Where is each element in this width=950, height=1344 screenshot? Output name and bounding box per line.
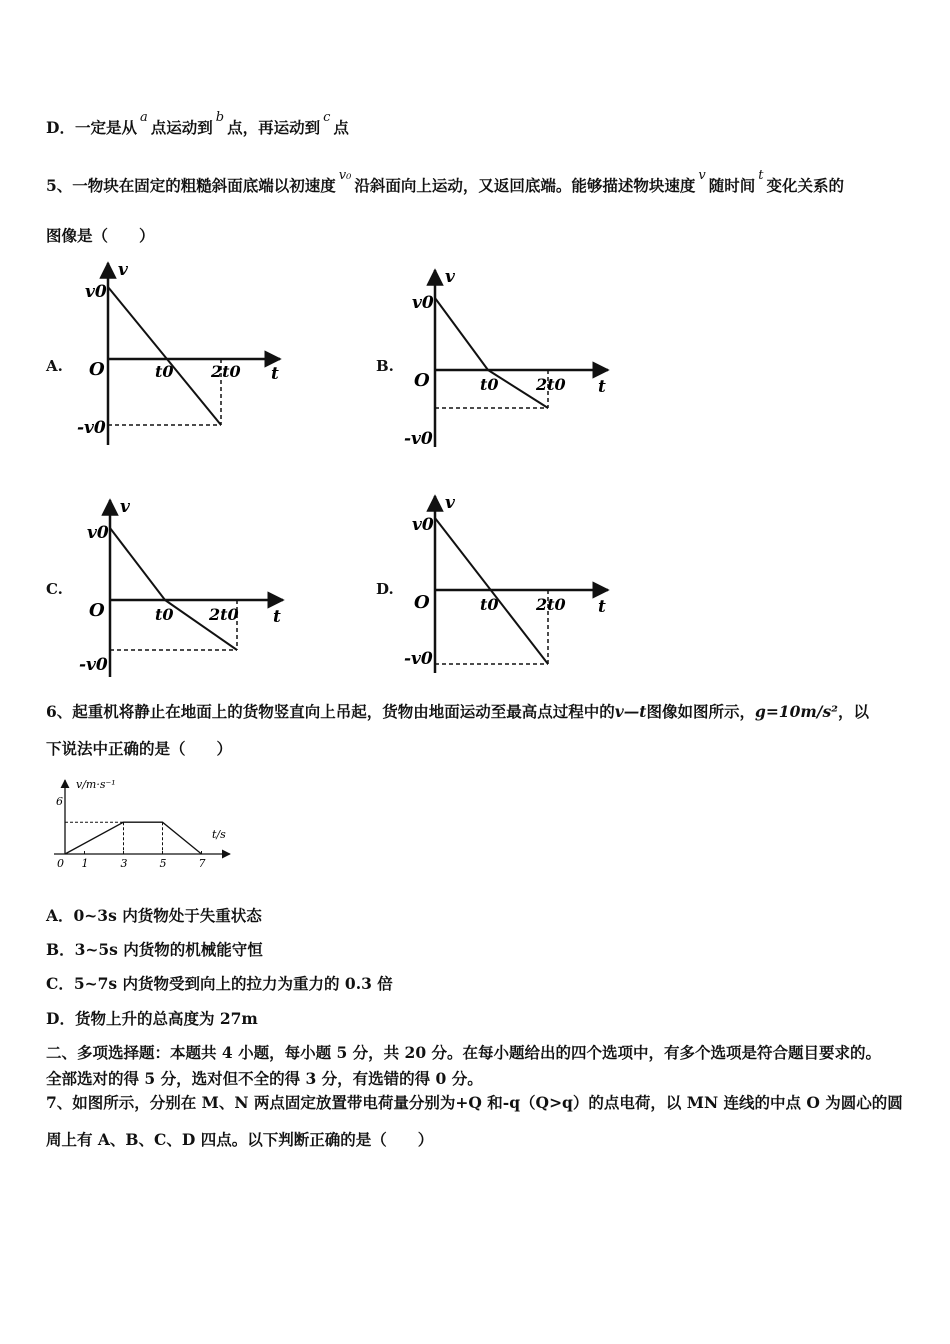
q6-xtick-3: 3 <box>120 857 128 870</box>
q5-var-v: v <box>698 168 706 183</box>
q6-xlabel: t/s <box>212 828 226 841</box>
graph-b-v0-label: v0 <box>412 293 434 313</box>
q6-xtick-1: 1 <box>81 857 89 870</box>
graph-c-t-label: t <box>273 607 281 627</box>
section2-line1: 二、多项选择题：本题共 4 小题，每小题 5 分，共 20 分。在每小题给出的四个选项中，有多个选项是符合题目要求的。 <box>46 1043 882 1062</box>
graph-d-v-label: v <box>445 493 455 513</box>
graph-b-v-label: v <box>445 267 455 287</box>
graph-c-line-up <box>110 528 165 600</box>
q5-text-3: 随时间 <box>708 176 756 195</box>
q6-text-2: 图像如图所示， <box>646 702 755 721</box>
graph-a-line <box>108 287 221 425</box>
graph-c-o-label: O <box>89 600 105 621</box>
q6-ytick: 6 <box>56 795 63 808</box>
q6-stem-line2: 下说法中正确的是（ ） <box>46 739 233 758</box>
graph-d-t-label: t <box>598 597 606 617</box>
graph-b-negv0-label: -v0 <box>404 429 433 449</box>
q4-d-text-1: D．一定是从 <box>46 118 137 137</box>
graph-c-v-label: v <box>120 497 130 517</box>
q6-text-3: ，以 <box>837 702 869 721</box>
q6-ylabel: v/m·s⁻¹ <box>76 778 116 791</box>
q6-option-a: A．0~3s 内货物处于失重状态 <box>46 906 262 925</box>
q5-option-a-label: A. <box>46 357 63 375</box>
q7-stem-line1: 7、如图所示，分别在 M、N 两点固定放置带电荷量分别为+Q 和-q（Q>q）的点电荷，以 MN 连线的中点 O 为圆心的圆 <box>46 1093 903 1112</box>
graph-c-2t0-label: 2t0 <box>209 605 239 624</box>
q6-velocity-line <box>65 822 202 854</box>
q6-text-1: 6、起重机将静止在地面上的货物竖直向上吊起，货物由地面运动至最高点过程中的 <box>46 702 615 721</box>
q5-option-b-label: B. <box>376 357 394 375</box>
q4-d-text-3: 点，再运动到 <box>227 118 321 137</box>
q6-g: g=10m/s² <box>754 702 838 721</box>
graph-c-t0-label: t0 <box>155 605 174 624</box>
graph-a-t-label: t <box>271 364 279 384</box>
q5-graph-c <box>75 492 295 682</box>
graph-d-o-label: O <box>414 592 430 613</box>
graph-a-v0-label: v0 <box>85 282 107 302</box>
q5-option-c-label: C. <box>46 580 63 598</box>
graph-b-2t0-label: 2t0 <box>536 375 566 394</box>
q5-text-4: 变化关系的 <box>766 176 844 195</box>
q4-d-var-c: c <box>323 110 331 125</box>
graph-a-v-label: v <box>118 260 128 280</box>
q5-text-2: 沿斜面向上运动，又返回底端。能够描述物块速度 <box>354 176 696 195</box>
graph-a-o-label: O <box>89 359 105 380</box>
graph-a-negv0-label: -v0 <box>77 418 106 438</box>
q6-stem-line1 <box>46 700 869 722</box>
graph-d-t0-label: t0 <box>480 595 499 614</box>
q6-option-c: C．5~7s 内货物受到向上的拉力为重力的 0.3 倍 <box>46 974 393 993</box>
graph-d-2t0-label: 2t0 <box>536 595 566 614</box>
q6-vt: v—t <box>614 702 647 721</box>
graph-d-v0-label: v0 <box>412 515 434 535</box>
graph-b-line-up <box>435 298 488 370</box>
graph-d-negv0-label: -v0 <box>404 649 433 669</box>
q5-graph-a <box>75 255 295 455</box>
graph-b-o-label: O <box>414 370 430 391</box>
graph-a-t0-label: t0 <box>155 362 174 381</box>
q5-var-t: t <box>758 168 764 183</box>
q6-xtick-0: 0 <box>57 857 64 870</box>
q4-d-var-a: a <box>139 110 148 125</box>
q5-var-v0: v₀ <box>338 168 352 183</box>
q5-stem-line1 <box>46 168 844 196</box>
graph-a-2t0-label: 2t0 <box>211 362 241 381</box>
q4-option-d <box>46 110 349 138</box>
graph-b-t-label: t <box>598 377 606 397</box>
q5-stem-line2: 图像是（ ） <box>46 226 155 245</box>
q4-d-text-2: 点运动到 <box>150 118 213 137</box>
q5-option-d-label: D. <box>376 580 394 598</box>
graph-b-t0-label: t0 <box>480 375 499 394</box>
q6-option-d: D．货物上升的总高度为 27m <box>46 1009 258 1028</box>
graph-c-v0-label: v0 <box>87 523 109 543</box>
q6-xtick-5: 5 <box>159 857 167 870</box>
q6-xtick-7: 7 <box>198 857 206 870</box>
q4-d-var-b: b <box>215 110 225 125</box>
graph-c-negv0-label: -v0 <box>79 655 108 675</box>
q4-d-text-4: 点 <box>333 118 349 137</box>
section2-line2: 全部选对的得 5 分，选对但不全的得 3 分，有选错的得 0 分。 <box>46 1069 483 1088</box>
q5-graph-d <box>400 488 620 678</box>
q5-graph-b <box>400 262 620 452</box>
q6-option-b: B．3~5s 内货物的机械能守恒 <box>46 940 263 959</box>
q6-vt-chart <box>40 770 240 870</box>
q7-stem-line2: 周上有 A、B、C、D 四点。以下判断正确的是（ ） <box>46 1130 434 1149</box>
q5-text-1: 5、一物块在固定的粗糙斜面底端以初速度 <box>46 176 336 195</box>
